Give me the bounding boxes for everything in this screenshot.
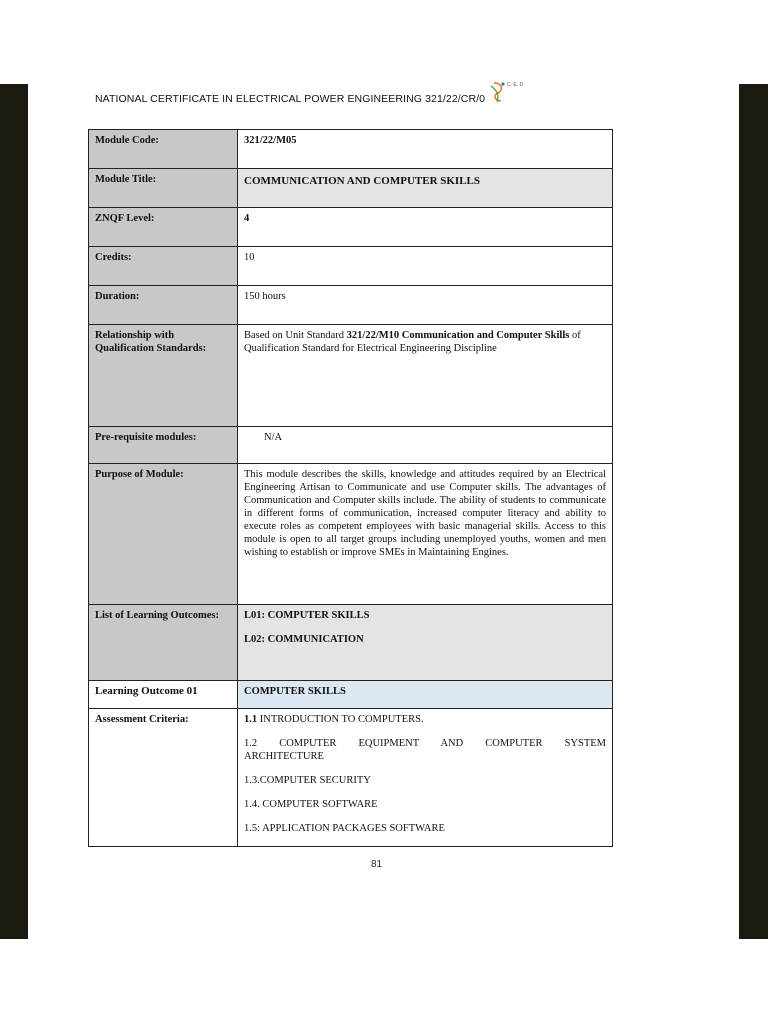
table-row <box>89 427 613 464</box>
table-row <box>89 681 613 709</box>
assessment-item <box>244 713 606 726</box>
module-title-value: COMMUNICATION AND COMPUTER SKILLS <box>238 169 613 208</box>
prerequisite-label: Pre-requisite modules: <box>89 427 238 464</box>
relationship-value <box>238 325 613 427</box>
assessment-criteria-label: Assessment Criteria: <box>89 709 238 847</box>
relationship-text-pre: Based on Unit Standard <box>244 330 347 341</box>
module-code-value: 321/22/M05 <box>238 130 613 169</box>
assessment-item: 1.3.COMPUTER SECURITY <box>244 775 371 786</box>
page-number: 81 <box>371 859 383 870</box>
purpose-value: This module describes the skills, knowledge and attitudes required by an Electrical Engineering Artisan to Communicate and use Computer skills. The advantages of Communication and Computer skills include. The ability of students to communicate in different forms of communication, increased computer literacy and ability to execute roles as competent employees with basic managerial skills. Access to this module is open to all target groups including unemployed youths, women and men wishing to establish or improve SMEs in Maintaining Engines. <box>238 464 613 605</box>
assessment-criteria-value <box>238 709 613 847</box>
table-row <box>89 130 613 169</box>
duration-label: Duration: <box>89 286 238 325</box>
table-row <box>89 464 613 605</box>
learning-outcomes-value <box>238 605 613 681</box>
left-dark-border <box>0 84 28 939</box>
credits-value: 10 <box>238 247 613 286</box>
assessment-item: 1.2 COMPUTER EQUIPMENT AND COMPUTER SYSTEM ARCHITECTURE <box>244 738 606 762</box>
module-table <box>88 129 613 847</box>
table-row <box>89 325 613 427</box>
institution-logo <box>488 80 548 104</box>
table-row <box>89 709 613 847</box>
learning-outcome-01-label: Learning Outcome 01 <box>89 681 238 709</box>
relationship-text-standard: 321/22/M10 Communication and Computer Skills <box>346 330 570 341</box>
document-header: NATIONAL CERTIFICATE IN ELECTRICAL POWER ENGINEERING 321/22/CR/0 <box>95 93 486 105</box>
module-code-label: Module Code: <box>89 130 238 169</box>
logo-text: C. E. D <box>507 82 524 88</box>
purpose-label: Purpose of Module: <box>89 464 238 605</box>
module-title-label: Module Title: <box>89 169 238 208</box>
learning-outcome-item: L02: COMMUNICATION <box>244 634 364 645</box>
table-row <box>89 286 613 325</box>
assessment-item-text: INTRODUCTION TO COMPUTERS. <box>257 714 424 725</box>
znqf-level-label: ZNQF Level: <box>89 208 238 247</box>
table-row <box>89 169 613 208</box>
learning-outcomes-label: List of Learning Outcomes: <box>89 605 238 681</box>
prerequisite-value: N/A <box>238 427 613 464</box>
table-row <box>89 247 613 286</box>
duration-value: 150 hours <box>238 286 613 325</box>
assessment-item: 1.5: APPLICATION PACKAGES SOFTWARE <box>244 823 445 834</box>
assessment-item: 1.4. COMPUTER SOFTWARE <box>244 799 378 810</box>
learning-outcome-item: L01: COMPUTER SKILLS <box>244 610 370 621</box>
relationship-label: Relationship with Qualification Standards: <box>89 325 238 427</box>
table-row <box>89 605 613 681</box>
learning-outcome-01-value: COMPUTER SKILLS <box>238 681 613 709</box>
right-dark-border <box>739 84 768 939</box>
relationship-text-post: of Qualification Standard for Electrical Engineering Discipline <box>244 330 581 354</box>
assessment-item-number: 1.1 <box>244 714 258 725</box>
znqf-level-value: 4 <box>238 208 613 247</box>
credits-label: Credits: <box>89 247 238 286</box>
table-row <box>89 208 613 247</box>
